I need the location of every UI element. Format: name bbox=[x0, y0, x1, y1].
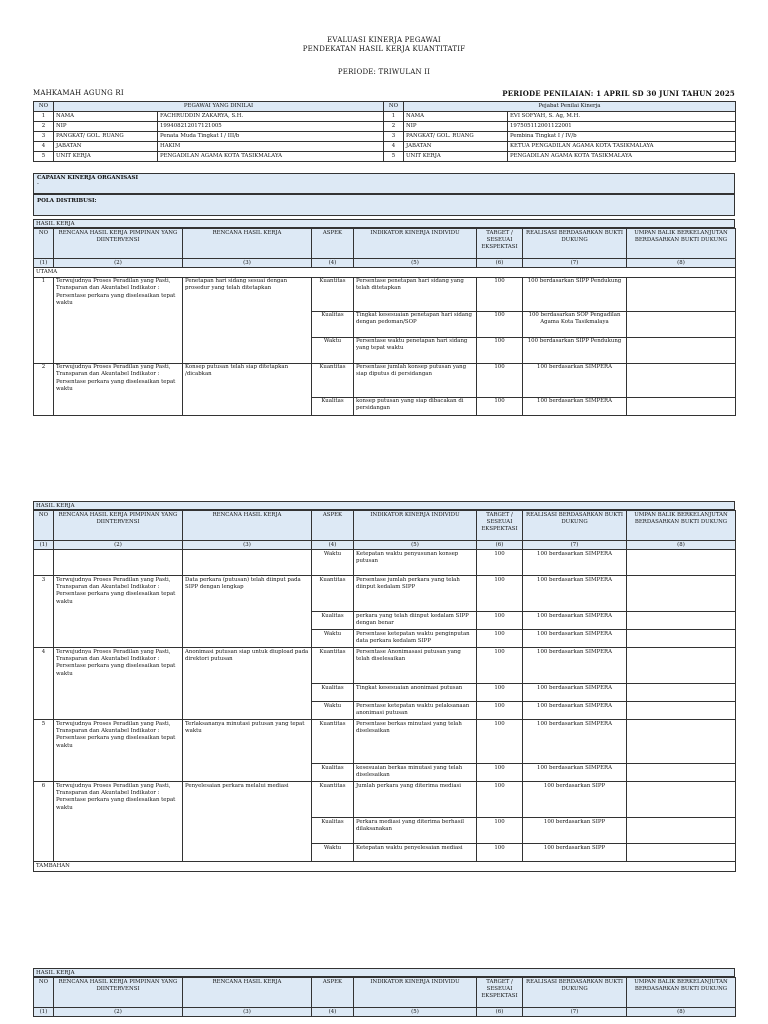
row-no: 4 bbox=[34, 648, 54, 720]
row-umpan-balik bbox=[627, 277, 736, 311]
capaian-title: CAPAIAN KINERJA ORGANISASI bbox=[37, 175, 139, 181]
info-row bbox=[34, 152, 736, 162]
info-no: 1 bbox=[34, 112, 54, 122]
tambahan-label: TAMBAHAN bbox=[34, 862, 736, 871]
col-realisasi: REALISASI BERDASARKAN BUKTI DUKUNG bbox=[523, 229, 627, 259]
row-indikator: konsep putusan yang siap dibacakan di persidangan bbox=[354, 397, 477, 415]
row-rencana-pimpinan: Terwujudnya Proses Peradilan yang Pasti, Transparan dan Akuntabel Indikator : Persentase perkara yang diselesaikan tepat waktu bbox=[54, 363, 183, 415]
row-indikator: Persentase jumlah perkara yang telah diinput kedalam SIPP bbox=[354, 576, 477, 612]
info-value: Penata Muda Tingkat I / III/b bbox=[158, 132, 384, 142]
capaian-value: - bbox=[37, 181, 39, 187]
col-number: (4) bbox=[312, 541, 354, 550]
row-rencana: Data perkara (putusan) telah diinput pada SIPP dengan lengkap bbox=[183, 576, 312, 648]
row-realisasi: 100 berdasarkan SIMPERA bbox=[523, 648, 627, 684]
row-rencana-pimpinan: Terwujudnya Proses Peradilan yang Pasti, Transparan dan Akuntabel Indikator : Persentase perkara yang diselesaikan tepat waktu bbox=[54, 782, 183, 862]
row-aspek: Kualitas bbox=[312, 684, 354, 702]
row-rencana: Penyelesaian perkara melalui mediasi bbox=[183, 782, 312, 862]
row-umpan-balik bbox=[627, 550, 736, 576]
col-number: (2) bbox=[54, 1008, 183, 1017]
row-target: 100 bbox=[477, 363, 523, 397]
org-name: MAHKAMAH AGUNG RI bbox=[33, 89, 124, 97]
info-row bbox=[34, 142, 736, 152]
info-label: JABATAN bbox=[54, 142, 158, 152]
info-label: UNIT KERJA bbox=[54, 152, 158, 162]
info-value: HAKIM bbox=[158, 142, 384, 152]
row-realisasi: 100 berdasarkan SIMPERA bbox=[523, 720, 627, 764]
info-value: FACHRUDDIN ZAKARYA, S.H. bbox=[158, 112, 384, 122]
row-target: 100 bbox=[477, 337, 523, 363]
row-target: 100 bbox=[477, 397, 523, 415]
row-target: 100 bbox=[477, 782, 523, 818]
row-realisasi: 100 berdasarkan SIMPERA bbox=[523, 576, 627, 612]
row-indikator: Tingkat kesesuaian penetapan hari sidang dengan pedoman/SOP bbox=[354, 311, 477, 337]
row-umpan-balik bbox=[627, 818, 736, 844]
row-indikator: Persentase penetapan hari sidang yang telah ditetapkan bbox=[354, 277, 477, 311]
row-realisasi: 100 berdasarkan SIMPERA bbox=[523, 684, 627, 702]
col-number: (1) bbox=[34, 541, 54, 550]
col-no: NO bbox=[34, 229, 54, 259]
row-aspek: Kuantitas bbox=[312, 782, 354, 818]
row-target: 100 bbox=[477, 720, 523, 764]
col-umpan: UMPAN BALIK BERKELANJUTAN BERDASARKAN BUKTI DUKUNG bbox=[627, 978, 736, 1008]
row-umpan-balik bbox=[627, 782, 736, 818]
table-row bbox=[34, 550, 736, 576]
info-label: NAMA bbox=[54, 112, 158, 122]
row-indikator: Persentase berkas minutasi yang telah diselesaikan bbox=[354, 720, 477, 764]
row-umpan-balik bbox=[627, 844, 736, 862]
column-number-row bbox=[34, 541, 736, 550]
row-aspek: Kuantitas bbox=[312, 363, 354, 397]
col-number: (8) bbox=[627, 541, 736, 550]
row-rencana: Konsep putusan telah siap ditetapkan /dicabkan bbox=[183, 363, 312, 415]
col-umpan: UMPAN BALIK BERKELANJUTAN BERDASARKAN BUKTI DUKUNG bbox=[627, 229, 736, 259]
row-target: 100 bbox=[477, 311, 523, 337]
row-realisasi: 100 berdasarkan SIMPERA bbox=[523, 397, 627, 415]
col-number: (5) bbox=[354, 541, 477, 550]
row-indikator: Tingkat kesesuaian anonimasi putusan bbox=[354, 684, 477, 702]
info-label-right: JABATAN bbox=[404, 142, 508, 152]
row-target: 100 bbox=[477, 818, 523, 844]
info-no-right: 4 bbox=[384, 142, 404, 152]
row-target: 100 bbox=[477, 764, 523, 782]
row-umpan-balik bbox=[627, 612, 736, 630]
work-table-3 bbox=[33, 977, 736, 1017]
col-rencana: RENCANA HASIL KERJA bbox=[183, 978, 312, 1008]
col-number: (6) bbox=[477, 259, 523, 268]
row-indikator: Persentase jumlah konsep putusan yang siap diputus di persidangan bbox=[354, 363, 477, 397]
info-no-right: 2 bbox=[384, 122, 404, 132]
col-rencana-pimpinan: RENCANA HASIL KERJA PIMPINAN YANG DIINTERVENSI bbox=[54, 978, 183, 1008]
info-row bbox=[34, 122, 736, 132]
col-target: TARGET / SESEUAI EKSPEKTASI bbox=[477, 511, 523, 541]
column-number-row bbox=[34, 1008, 736, 1017]
col-no: NO bbox=[34, 511, 54, 541]
info-value: 199408212017121005 bbox=[158, 122, 384, 132]
row-rencana-pimpinan: Terwujudnya Proses Peradilan yang Pasti, Transparan dan Akuntabel Indikator : Persentase perkara yang diselesaikan tepat waktu bbox=[54, 277, 183, 363]
col-number: (7) bbox=[523, 541, 627, 550]
info-no: 5 bbox=[34, 152, 54, 162]
row-rencana: Terlaksananya minutasi putusan yang tepat waktu bbox=[183, 720, 312, 782]
row-indikator: Persentase ketepatan waktu pelaksanaan anonimasi putusan bbox=[354, 702, 477, 720]
info-no-right: 1 bbox=[384, 112, 404, 122]
col-realisasi: REALISASI BERDASARKAN BUKTI DUKUNG bbox=[523, 978, 627, 1008]
row-aspek: Kualitas bbox=[312, 764, 354, 782]
row-no: 3 bbox=[34, 576, 54, 648]
table-row bbox=[34, 277, 736, 311]
col-realisasi: REALISASI BERDASARKAN BUKTI DUKUNG bbox=[523, 511, 627, 541]
row-target: 100 bbox=[477, 576, 523, 612]
col-rencana: RENCANA HASIL KERJA bbox=[183, 229, 312, 259]
info-label-right: NAMA bbox=[404, 112, 508, 122]
col-aspek: ASPEK bbox=[312, 511, 354, 541]
col-number: (6) bbox=[477, 1008, 523, 1017]
row-aspek: Waktu bbox=[312, 702, 354, 720]
work-table-2 bbox=[33, 510, 736, 872]
row-umpan-balik bbox=[627, 337, 736, 363]
table-row bbox=[34, 363, 736, 397]
row-aspek: Kuantitas bbox=[312, 576, 354, 612]
row-indikator: Persentase waktu penetapan hari sidang yang tepat waktu bbox=[354, 337, 477, 363]
info-value-right: PENGADILAN AGAMA KOTA TASIKMALAYA bbox=[508, 152, 736, 162]
col-aspek: ASPEK bbox=[312, 229, 354, 259]
col-umpan: UMPAN BALIK BERKELANJUTAN BERDASARKAN BUKTI DUKUNG bbox=[627, 511, 736, 541]
row-umpan-balik bbox=[627, 397, 736, 415]
row-umpan-balik bbox=[627, 764, 736, 782]
info-label: NIP bbox=[54, 122, 158, 132]
work-table-1 bbox=[33, 228, 736, 416]
row-aspek: Kuantitas bbox=[312, 277, 354, 311]
row-rencana-pimpinan: Terwujudnya Proses Peradilan yang Pasti, Transparan dan Akuntabel Indikator : Persentase perkara yang diselesaikan tepat waktu bbox=[54, 720, 183, 782]
row-aspek: Waktu bbox=[312, 844, 354, 862]
info-no: 4 bbox=[34, 142, 54, 152]
row-rencana-pimpinan bbox=[54, 550, 183, 576]
col-aspek: ASPEK bbox=[312, 978, 354, 1008]
col-target: TARGET / SESEUAI EKSPEKTASI bbox=[477, 229, 523, 259]
col-rencana-pimpinan: RENCANA HASIL KERJA PIMPINAN YANG DIINTERVENSI bbox=[54, 229, 183, 259]
col-indikator: INDIKATOR KINERJA INDIVIDU bbox=[354, 978, 477, 1008]
col-target: TARGET / SESEUAI EKSPEKTASI bbox=[477, 978, 523, 1008]
col-number: (1) bbox=[34, 259, 54, 268]
info-value: PENGADILAN AGAMA KOTA TASIKMALAYA bbox=[158, 152, 384, 162]
row-target: 100 bbox=[477, 684, 523, 702]
row-target: 100 bbox=[477, 277, 523, 311]
row-aspek: Kualitas bbox=[312, 818, 354, 844]
row-umpan-balik bbox=[627, 630, 736, 648]
hasil-kerja-label-3: HASIL KERJA bbox=[33, 968, 735, 977]
row-aspek: Kualitas bbox=[312, 397, 354, 415]
row-realisasi: 100 berdasarkan SIMPERA bbox=[523, 702, 627, 720]
utama-label: UTAMA bbox=[34, 268, 736, 277]
hasil-kerja-label-1: HASIL KERJA bbox=[33, 219, 735, 228]
col-number: (4) bbox=[312, 259, 354, 268]
info-header-no: NO bbox=[34, 102, 54, 112]
info-no-right: 3 bbox=[384, 132, 404, 142]
col-number: (2) bbox=[54, 541, 183, 550]
row-umpan-balik bbox=[627, 684, 736, 702]
row-umpan-balik bbox=[627, 648, 736, 684]
row-indikator: Perkara mediasi yang diterima berhasil dilaksanakan bbox=[354, 818, 477, 844]
info-value-right: EVI SOFYAH, S. Ag, M.H. bbox=[508, 112, 736, 122]
col-number: (5) bbox=[354, 1008, 477, 1017]
info-value-right: 197505112001122001 bbox=[508, 122, 736, 132]
info-row bbox=[34, 112, 736, 122]
row-indikator: Ketepatan waktu penyusunan konsep putusan bbox=[354, 550, 477, 576]
row-target: 100 bbox=[477, 550, 523, 576]
row-indikator: perkara yang telah diinput kedalam SIPP dengan benar bbox=[354, 612, 477, 630]
column-header-row bbox=[34, 978, 736, 1008]
col-number: (7) bbox=[523, 259, 627, 268]
row-rencana: Anonimasi putusan siap untuk diupload pada direktori putusan bbox=[183, 648, 312, 720]
info-row bbox=[34, 132, 736, 142]
doc-title-2: PENDEKATAN HASIL KERJA KUANTITATIF bbox=[302, 45, 466, 53]
info-no-right: 5 bbox=[384, 152, 404, 162]
row-realisasi: 100 berdasarkan SIPP Pendukung bbox=[523, 337, 627, 363]
row-realisasi: 100 berdasarkan SIMPERA bbox=[523, 612, 627, 630]
row-realisasi: 100 berdasarkan SIMPERA bbox=[523, 630, 627, 648]
row-umpan-balik bbox=[627, 702, 736, 720]
row-aspek: Kuantitas bbox=[312, 648, 354, 684]
hasil-kerja-label-2: HASIL KERJA bbox=[33, 501, 735, 510]
row-target: 100 bbox=[477, 630, 523, 648]
row-realisasi: 100 berdasarkan SIPP Pendukung bbox=[523, 277, 627, 311]
info-header-no-2: NO bbox=[384, 102, 404, 112]
col-number: (8) bbox=[627, 1008, 736, 1017]
row-no: 6 bbox=[34, 782, 54, 862]
row-aspek: Kuantitas bbox=[312, 720, 354, 764]
col-indikator: INDIKATOR KINERJA INDIVIDU bbox=[354, 511, 477, 541]
row-indikator: kesesuaian berkas minutasi yang telah diselesaikan bbox=[354, 764, 477, 782]
row-realisasi: 100 berdasarkan SOP Pengadilan Agama Kota Tasikmalaya bbox=[523, 311, 627, 337]
pola-section bbox=[33, 194, 735, 216]
row-realisasi: 100 berdasarkan SIMPERA bbox=[523, 550, 627, 576]
row-realisasi: 100 berdasarkan SIPP bbox=[523, 844, 627, 862]
info-label-right: PANGKAT/ GOL. RUANG bbox=[404, 132, 508, 142]
row-no: 5 bbox=[34, 720, 54, 782]
col-number: (3) bbox=[183, 1008, 312, 1017]
row-realisasi: 100 berdasarkan SIPP bbox=[523, 782, 627, 818]
assessment-period: PERIODE PENILAIAN: 1 APRIL SD 30 JUNI TAHUN 2025 bbox=[502, 89, 735, 98]
row-no: 2 bbox=[34, 363, 54, 415]
row-indikator: Ketepatan waktu penyelesaian mediasi bbox=[354, 844, 477, 862]
col-number: (6) bbox=[477, 541, 523, 550]
column-header-row bbox=[34, 229, 736, 259]
row-rencana bbox=[183, 550, 312, 576]
row-no: 1 bbox=[34, 277, 54, 363]
row-aspek: Kualitas bbox=[312, 311, 354, 337]
row-target: 100 bbox=[477, 702, 523, 720]
col-number: (8) bbox=[627, 259, 736, 268]
row-indikator: Jumlah perkara yang diterima mediasi bbox=[354, 782, 477, 818]
row-rencana-pimpinan: Terwujudnya Proses Peradilan yang Pasti, Transparan dan Akuntabel Indikator : Persentase perkara yang diselesaikan tepat waktu bbox=[54, 648, 183, 720]
table-row bbox=[34, 576, 736, 612]
col-number: (1) bbox=[34, 1008, 54, 1017]
row-no bbox=[34, 550, 54, 576]
row-realisasi: 100 berdasarkan SIMPERA bbox=[523, 764, 627, 782]
col-number: (5) bbox=[354, 259, 477, 268]
row-indikator: Persentase ketepatan waktu penginputan data perkara kedalam SIPP bbox=[354, 630, 477, 648]
table-row bbox=[34, 782, 736, 818]
col-indikator: INDIKATOR KINERJA INDIVIDU bbox=[354, 229, 477, 259]
col-number: (7) bbox=[523, 1008, 627, 1017]
row-aspek: Waktu bbox=[312, 337, 354, 363]
info-value-right: KETUA PENGADILAN AGAMA KOTA TASIKMALAYA bbox=[508, 142, 736, 152]
col-number: (2) bbox=[54, 259, 183, 268]
column-header-row bbox=[34, 511, 736, 541]
table-row bbox=[34, 648, 736, 684]
row-umpan-balik bbox=[627, 720, 736, 764]
row-umpan-balik bbox=[627, 311, 736, 337]
col-rencana-pimpinan: RENCANA HASIL KERJA PIMPINAN YANG DIINTERVENSI bbox=[54, 511, 183, 541]
col-number: (3) bbox=[183, 259, 312, 268]
pola-title: POLA DISTRIBUSI: bbox=[37, 198, 97, 204]
col-number: (3) bbox=[183, 541, 312, 550]
row-aspek: Waktu bbox=[312, 550, 354, 576]
doc-period: PERIODE: TRIWULAN II bbox=[337, 68, 431, 76]
table-row bbox=[34, 720, 736, 764]
info-label: PANGKAT/ GOL. RUANG bbox=[54, 132, 158, 142]
row-umpan-balik bbox=[627, 576, 736, 612]
info-header-assessor: Pejabat Penilai Kinerja bbox=[404, 102, 736, 112]
row-target: 100 bbox=[477, 648, 523, 684]
info-no: 2 bbox=[34, 122, 54, 132]
col-number: (4) bbox=[312, 1008, 354, 1017]
row-realisasi: 100 berdasarkan SIMPERA bbox=[523, 363, 627, 397]
info-label-right: UNIT KERJA bbox=[404, 152, 508, 162]
col-no: NO bbox=[34, 978, 54, 1008]
col-rencana: RENCANA HASIL KERJA bbox=[183, 511, 312, 541]
row-realisasi: 100 berdasarkan SIPP bbox=[523, 818, 627, 844]
row-aspek: Waktu bbox=[312, 630, 354, 648]
info-header-employee: PEGAWAI YANG DINILAI bbox=[54, 102, 384, 112]
employee-info-table bbox=[33, 101, 736, 162]
row-target: 100 bbox=[477, 844, 523, 862]
info-no: 3 bbox=[34, 132, 54, 142]
column-number-row bbox=[34, 259, 736, 268]
row-aspek: Kualitas bbox=[312, 612, 354, 630]
capaian-section bbox=[33, 173, 735, 194]
row-target: 100 bbox=[477, 612, 523, 630]
row-rencana: Penetapan hari sidang sesuai dengan prosedur yang telah ditetapkan bbox=[183, 277, 312, 363]
info-label-right: NIP bbox=[404, 122, 508, 132]
row-rencana-pimpinan: Terwujudnya Proses Peradilan yang Pasti, Transparan dan Akuntabel Indikator : Persentase perkara yang diselesaikan tepat waktu bbox=[54, 576, 183, 648]
row-umpan-balik bbox=[627, 363, 736, 397]
info-value-right: Pembina Tingkat I / IV/b bbox=[508, 132, 736, 142]
doc-title-1: EVALUASI KINERJA PEGAWAI bbox=[327, 36, 441, 44]
row-indikator: Persentase Anonimasasi putusan yang telah diselesaikan bbox=[354, 648, 477, 684]
